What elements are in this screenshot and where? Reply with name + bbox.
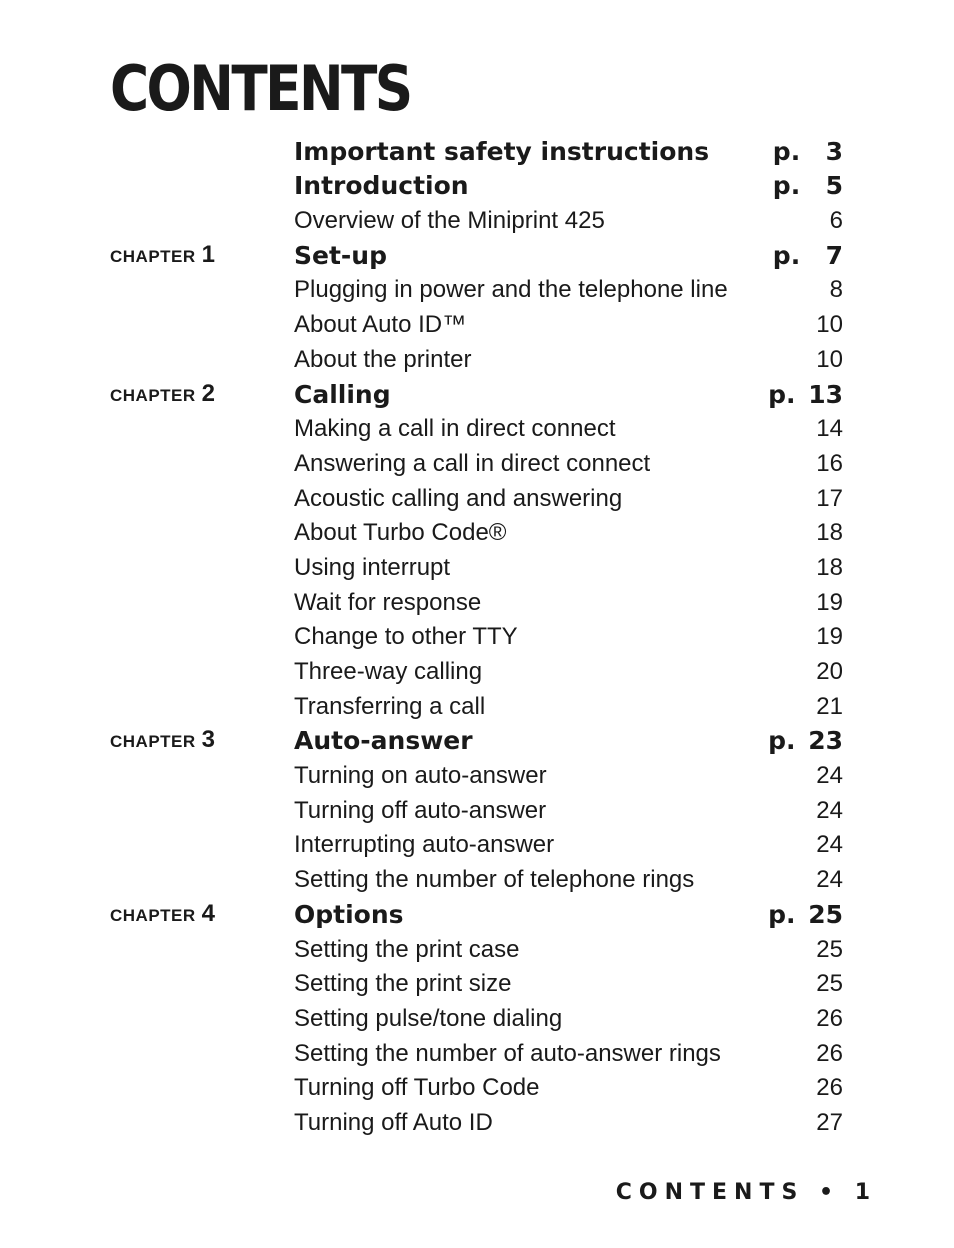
page-number: 19 (816, 623, 843, 651)
toc-entry-row (0, 796, 954, 831)
toc-entry-row (0, 449, 954, 484)
page-number: 10 (816, 345, 843, 373)
page-number: 6 (829, 207, 843, 235)
page-number: 20 (816, 658, 843, 685)
entry-title: Setting the print case (294, 935, 520, 963)
toc-entry-row (0, 519, 954, 554)
toc-entry-row (0, 1039, 954, 1074)
chapter-word: CHAPTER (110, 246, 196, 266)
chapter-number: 1 (201, 240, 216, 268)
toc-entry-row (0, 623, 954, 658)
toc-section-row (0, 137, 954, 172)
page-number: 16 (816, 449, 843, 477)
chapter-number: 2 (201, 379, 216, 407)
entry-title: About the printer (294, 345, 472, 373)
entry-title: Plugging in power and the telephone line (294, 276, 728, 304)
toc-entry-row (0, 276, 954, 311)
chapter-label (110, 380, 215, 408)
page-number: 14 (816, 415, 843, 443)
chapter-label (110, 726, 215, 754)
page-number: p. 7 (772, 240, 843, 270)
page-number: 18 (816, 553, 843, 581)
page-number: 27 (816, 1108, 843, 1136)
toc-entry-row (0, 553, 954, 588)
page-number: 25 (816, 935, 843, 963)
page-number: 10 (816, 311, 843, 339)
page-number: 24 (816, 796, 843, 824)
entry-title: Turning on auto-answer (294, 762, 547, 790)
entry-title: Change to other TTY (294, 623, 518, 651)
entry-title: About Auto ID™ (294, 311, 467, 339)
entry-title: Setting the number of auto-answer rings (294, 1039, 721, 1067)
toc-entry-row (0, 310, 954, 345)
toc-section-row (0, 380, 954, 415)
table-of-contents (0, 137, 954, 1143)
page-number: 24 (816, 866, 843, 894)
toc-entry-row (0, 588, 954, 623)
entry-title: Setting pulse/tone dialing (294, 1004, 563, 1032)
entry-title: Making a call in direct connect (294, 415, 616, 443)
toc-entry-row (0, 206, 954, 241)
toc-entry-row (0, 1108, 954, 1143)
page-number: p. 5 (772, 171, 843, 201)
toc-section-row (0, 241, 954, 276)
section-title: Calling (294, 379, 391, 409)
entry-title: Setting the print size (294, 970, 512, 998)
toc-entry-row (0, 692, 954, 727)
page-number: 8 (829, 276, 843, 304)
page-number: 25 (816, 970, 843, 998)
toc-entry-row (0, 831, 954, 866)
page-number: 26 (816, 1074, 843, 1102)
toc-entry-row (0, 1004, 954, 1039)
page-number: p. 25 (768, 899, 843, 929)
page-number: 24 (816, 831, 843, 859)
chapter-number: 4 (201, 899, 216, 927)
page-footer: CONTENTS • 1 (615, 1180, 877, 1205)
toc-entry-row (0, 345, 954, 380)
chapter-label (110, 241, 215, 269)
toc-section-row (0, 900, 954, 935)
toc-section-row (0, 727, 954, 762)
entry-title: Using interrupt (294, 553, 451, 581)
entry-title: Overview of the Miniprint 425 (294, 207, 605, 235)
page-number: p. 13 (768, 379, 843, 409)
section-title: Set-up (294, 240, 387, 270)
entry-title: Turning off Auto ID (294, 1108, 493, 1136)
toc-entry-row (0, 484, 954, 519)
page-number: 24 (816, 762, 843, 790)
toc-section-row (0, 172, 954, 207)
entry-title: Turning off auto-answer (294, 796, 547, 824)
toc-entry-row (0, 1074, 954, 1109)
entry-title: Setting the number of telephone rings (294, 866, 695, 894)
chapter-number: 3 (201, 726, 216, 754)
page-number: 18 (816, 519, 843, 547)
section-title: Introduction (294, 171, 469, 201)
entry-title: Wait for response (294, 588, 482, 616)
entry-title: Interrupting auto-answer (294, 831, 555, 859)
entry-title: Acoustic calling and answering (294, 484, 623, 512)
page-number: 26 (816, 1004, 843, 1032)
entry-title: Transferring a call (294, 692, 486, 720)
section-title: Auto-answer (294, 726, 473, 756)
entry-title: Three-way calling (294, 658, 483, 685)
page-number: 21 (816, 692, 843, 720)
page-number: 17 (816, 484, 843, 512)
toc-entry-row (0, 761, 954, 796)
toc-entry-row (0, 657, 954, 692)
chapter-label (110, 900, 215, 928)
page-number: p. 23 (768, 726, 843, 756)
entry-title: Turning off Turbo Code (294, 1074, 540, 1102)
section-title: Important safety instructions (294, 136, 710, 166)
toc-entry-row (0, 865, 954, 900)
section-title: Options (294, 899, 404, 929)
page-number: 19 (816, 588, 843, 616)
toc-entry-row (0, 970, 954, 1005)
page-number: 26 (816, 1039, 843, 1067)
page-title: CONTENTS (110, 52, 411, 125)
toc-entry-row (0, 935, 954, 970)
entry-title: Answering a call in direct connect (294, 449, 651, 477)
entry-title: About Turbo Code® (294, 519, 507, 547)
toc-entry-row (0, 415, 954, 450)
chapter-word: CHAPTER (110, 905, 196, 925)
chapter-word: CHAPTER (110, 732, 196, 752)
chapter-word: CHAPTER (110, 385, 196, 405)
page-number: p. 3 (772, 136, 843, 166)
